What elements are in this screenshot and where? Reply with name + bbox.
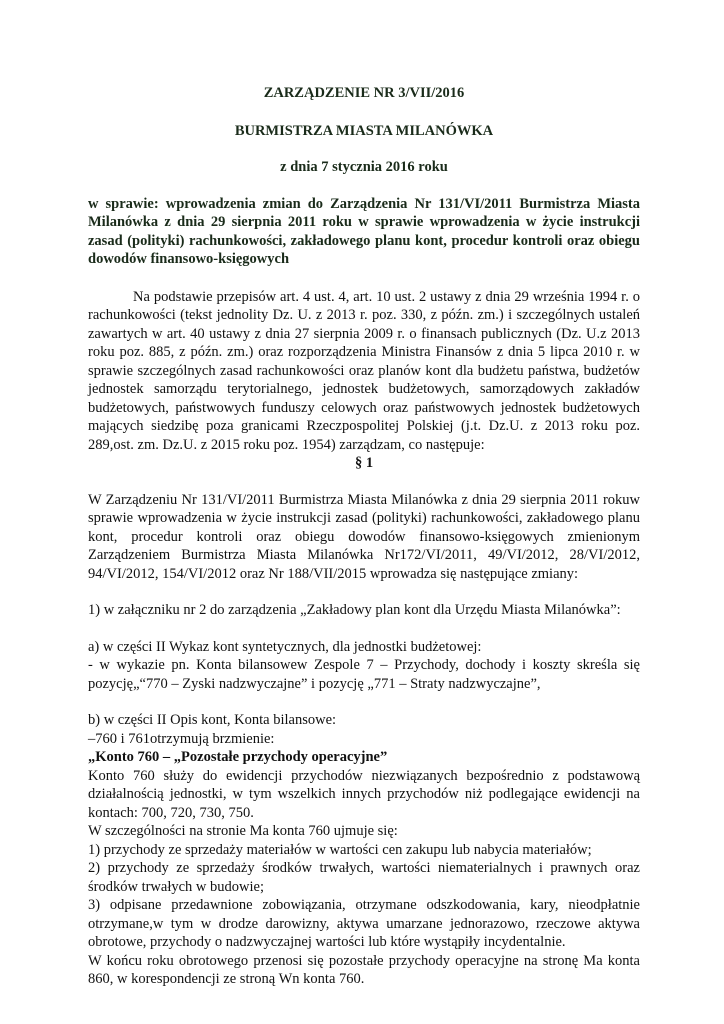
document-date: z dnia 7 stycznia 2016 roku [280,159,448,175]
change-item-b-heading: b) w części II Opis kont, Konta bilansowe: [88,712,337,728]
document-title: ZARZĄDZENIE NR 3/VII/2016 [263,85,465,101]
document-subject: w sprawie: wprowadzenia zmian do Zarządzenia Nr 131/VI/2011 Burmistrza Miasta Milanówka z dnia 29 sierpnia 2011 roku w sprawie wprowadzenia w życie instrukcji zasad (polityki) rachunkowości, zakładowego planu kont, procedur kontroli oraz obiegu dowodów finansowo-księgowych [88,195,640,267]
document-issuer: BURMISTRZA MIASTA MILANÓWKA [234,122,494,139]
section-intro: W Zarządzeniu Nr 131/VI/2011 Burmistrza Miasta Milanówka z dnia 29 sierpnia 2011 rokuw sprawie wprowadzenia w życie instrukcji zasad (polityki) rachunkowości, zakładowego planu kont, procedur kontroli oraz obiegu dowodów finansowo-księgowych zmienionym Zarządzeniem Burmistrza Miasta Milanówka Nr172/VI/2011, 49/VI/2012, 28/VI/2012, 94/VI/2012, 154/VI/2012 oraz Nr 188/VII/2015 wprowadza się następujące zmiany: [88,491,640,582]
konto-760-list-item-1: 1) przychody ze sprzedaży materiałów w wartości cen zakupu lub nabycia materiałów; [88,841,592,858]
konto-760-description: Konto 760 służy do ewidencji przychodów niezwiązanych bezpośrednio z podstawową działalnością jednostki, w tym wszelkich innych przychodów niż podlegające ewidencji na kontach: 700, 720, 730, 750. [88,767,640,821]
konto-760-closing: W końcu roku obrotowego przenosi się pozostałe przychody operacyjne na stronę Ma konta 860, w korespondencji ze stroną Wn konta 760. [88,952,640,987]
change-item-b-detail: –760 i 761otrzymują brzmienie: [88,730,275,747]
konto-760-title: „Konto 760 – „Pozostałe przychody operacyjne” [88,749,388,765]
change-item-a-detail: - w wykazie pn. Konta bilansowew Zespole 7 – Przychody, dochody i koszty skreśla się pozycję„“770 – Zyski nadzwyczajne” i pozycję „771 – Straty nadzwyczajne”, [88,657,640,692]
section-mark: § 1 [354,455,374,471]
konto-760-list-item-3: 3) odpisane przedawnione zobowiązania, otrzymane odszkodowania, kary, nieodpłatnie otrzymane,w tym w drodze darowizny, aktywa umarzane jednorazowo, rzeczowe aktywa obrotowe, przychody o nadzwyczajnej wartości lub które wystąpiły incydentalnie. [88,897,640,950]
konto-760-list-item-2: 2) przychody ze sprzedaży środków trwałych, wartości niematerialnych i prawnych oraz środków trwałych w budowie; [88,860,640,895]
change-item-a-heading: a) w części II Wykaz kont syntetycznych, dla jednostki budżetowej: [88,638,482,655]
konto-760-ma-intro: W szczególności na stronie Ma konta 760 ujmuje się: [88,823,398,839]
preamble-paragraph: Na podstawie przepisów art. 4 ust. 4, art. 10 ust. 2 ustawy z dnia 29 września 1994 r. o rachunkowości (tekst jednolity Dz. U. z 2013 r. poz. 330, z późn. zm.) i szczególnych ustaleń zawartych w art. 40 ustawy z dnia 27 sierpnia 2009 r. o finansach publicznych (Dz. U.z 2013 roku poz. 885, z późn. zm.) oraz rozporządzenia Ministra Finansów z dnia 5 lipca 2010 r. w sprawie szczególnych zasad rachunkowości oraz planów kont dla budżetu państwa, budżetów jednostek samorządu terytorialnego, jednostek budżetowych, samorządowych zakładów budżetowych, państwowych funduszy celowych oraz państwowych jednostek budżetowych mających siedzibę poza granicami Rzeczpospolitej Polskiej (j.t. Dz.U. z 2013 roku poz. 289,ost. zm. Dz.U. z 2015 roku poz. 1954) zarządzam, co następuje: [88,288,640,453]
document-page [88,84,640,989]
change-item-1: 1) w załączniku nr 2 do zarządzenia „Zakładowy plan kont dla Urzędu Miasta Milanówka”: [88,602,621,618]
